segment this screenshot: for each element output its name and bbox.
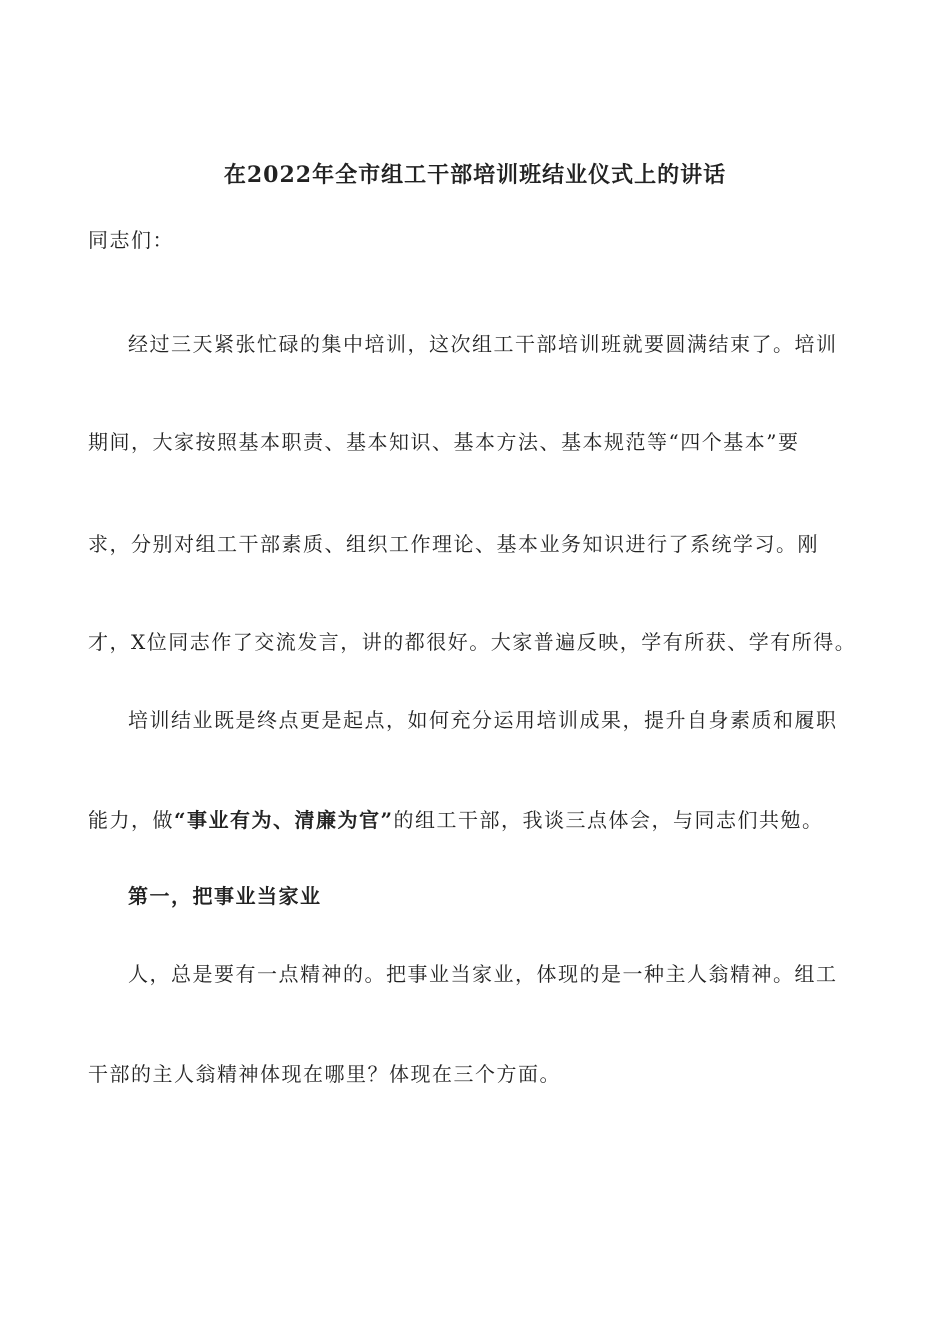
paragraph-line: 经过三天紧张忙碌的集中培训，这次组工干部培训班就要圆满结束了。培训 xyxy=(128,332,838,356)
emphasis-text: “事业有为、清廉为官” xyxy=(174,808,394,832)
paragraph-line: 培训结业既是终点更是起点，如何充分运用培训成果，提升自身素质和履职 xyxy=(128,708,838,732)
paragraph-line xyxy=(88,806,824,834)
paragraph-line: 干部的主人翁精神体现在哪里？体现在三个方面。 xyxy=(88,1062,561,1086)
section-heading: 第一，把事业当家业 xyxy=(128,884,322,908)
paragraph-text: 能力，做 xyxy=(88,808,174,832)
paragraph-line: 人，总是要有一点精神的。把事业当家业，体现的是一种主人翁精神。组工 xyxy=(128,962,838,986)
salutation: 同志们： xyxy=(88,228,174,252)
paragraph-line: 求，分别对组工干部素质、组织工作理论、基本业务知识进行了系统学习。刚 xyxy=(88,532,819,556)
paragraph-text: 的组工干部，我谈三点体会，与同志们共勉。 xyxy=(393,808,824,832)
paragraph-line: 期间，大家按照基本职责、基本知识、基本方法、基本规范等“四个基本”要 xyxy=(88,430,800,454)
paragraph-line: 才，X位同志作了交流发言，讲的都很好。大家普遍反映，学有所获、学有所得。 xyxy=(88,630,857,654)
document-title: 在2022年全市组工干部培训班结业仪式上的讲话 xyxy=(223,162,727,188)
